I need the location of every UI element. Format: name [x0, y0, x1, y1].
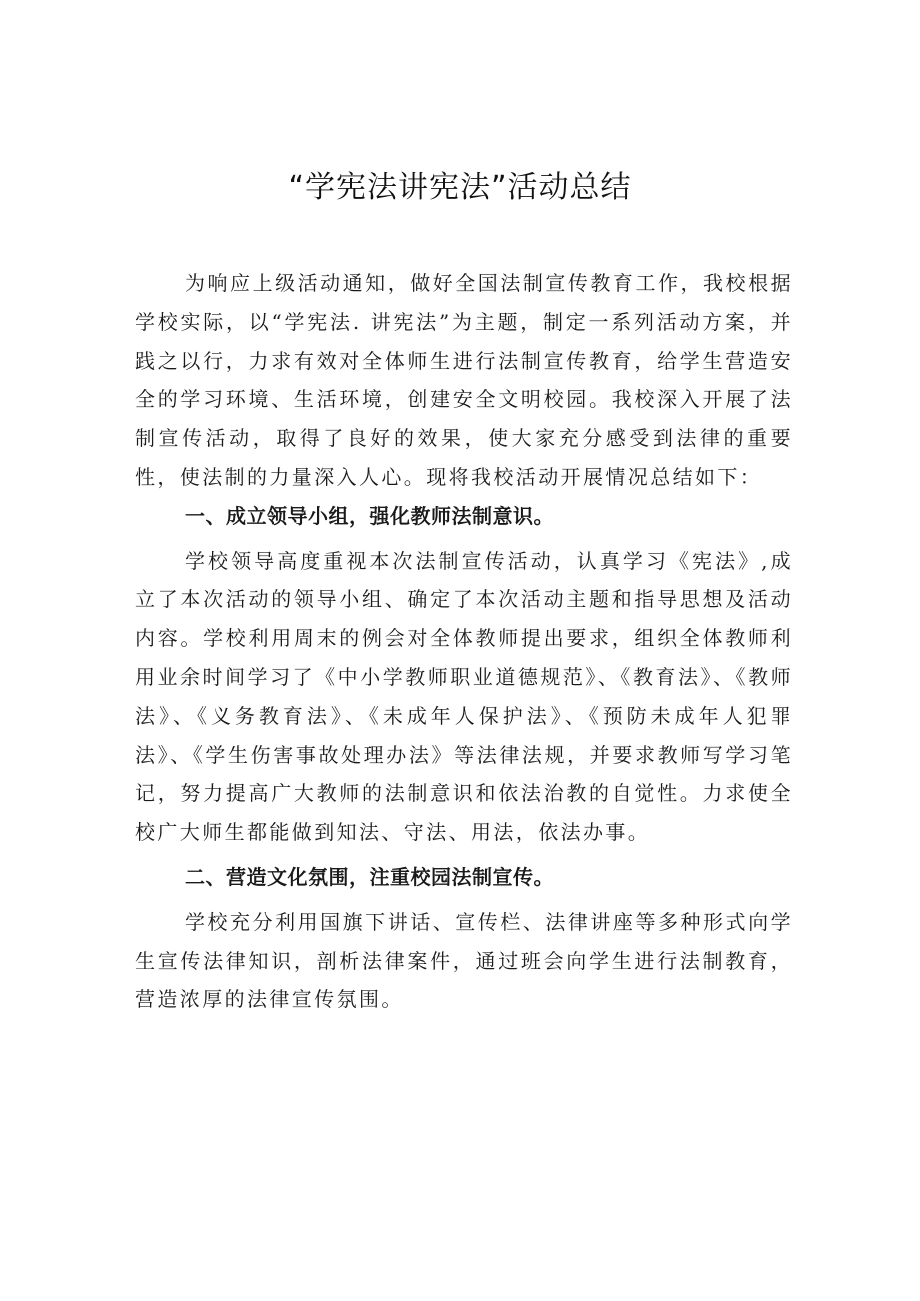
section-2-paragraph: 学校充分利用国旗下讲话、宣传栏、法律讲座等多种形式向学生宣传法律知识，剖析法律案件，通过班会向学生进行法制教育，营造浓厚的法律宣传氛围。 — [135, 909, 793, 1012]
intro-paragraph: 为响应上级活动通知，做好全国法制宣传教育工作，我校根据学校实际，以“学宪法. 讲宪法”为主题，制定一系列活动方案，并践之以行，力求有效对全体师生进行法制宣传教育，给学生营造安全的学习环境、生活环境，创建安全文明校园。我校深入开展了法制宣传活动，取得了良好的效果，使大家充分感受到法律的重要性，使法制的力量深入人心。现将我校活动开展情况总结如下： — [135, 271, 793, 489]
document-title: “学宪法讲宪法”活动总结 — [288, 170, 632, 205]
document-body — [135, 264, 793, 1019]
section-1-paragraph: 学校领导高度重视本次法制宣传活动，认真学习《宪法》,成立了本次活动的领导小组、确定了本次活动主题和指导思想及活动内容。学校利用周末的例会对全体教师提出要求，组织全体教师利用业余时间学习了《中小学教师职业道德规范》、《教育法》、《教师法》、《义务教育法》、《未成年人保护法》、《预防未成年人犯罪法》、《学生伤害事故处理办法》等法律法规，并要求教师写学习笔记，努力提高广大教师的法制意识和依法治教的自觉性。力求使全校广大师生都能做到知法、守法、用法，依法办事。 — [135, 548, 793, 845]
section-1-heading: 一、成立领导小组，强化教师法制意识。 — [185, 503, 554, 528]
section-2-heading: 二、营造文化氛围，注重校园法制宣传。 — [185, 864, 554, 889]
